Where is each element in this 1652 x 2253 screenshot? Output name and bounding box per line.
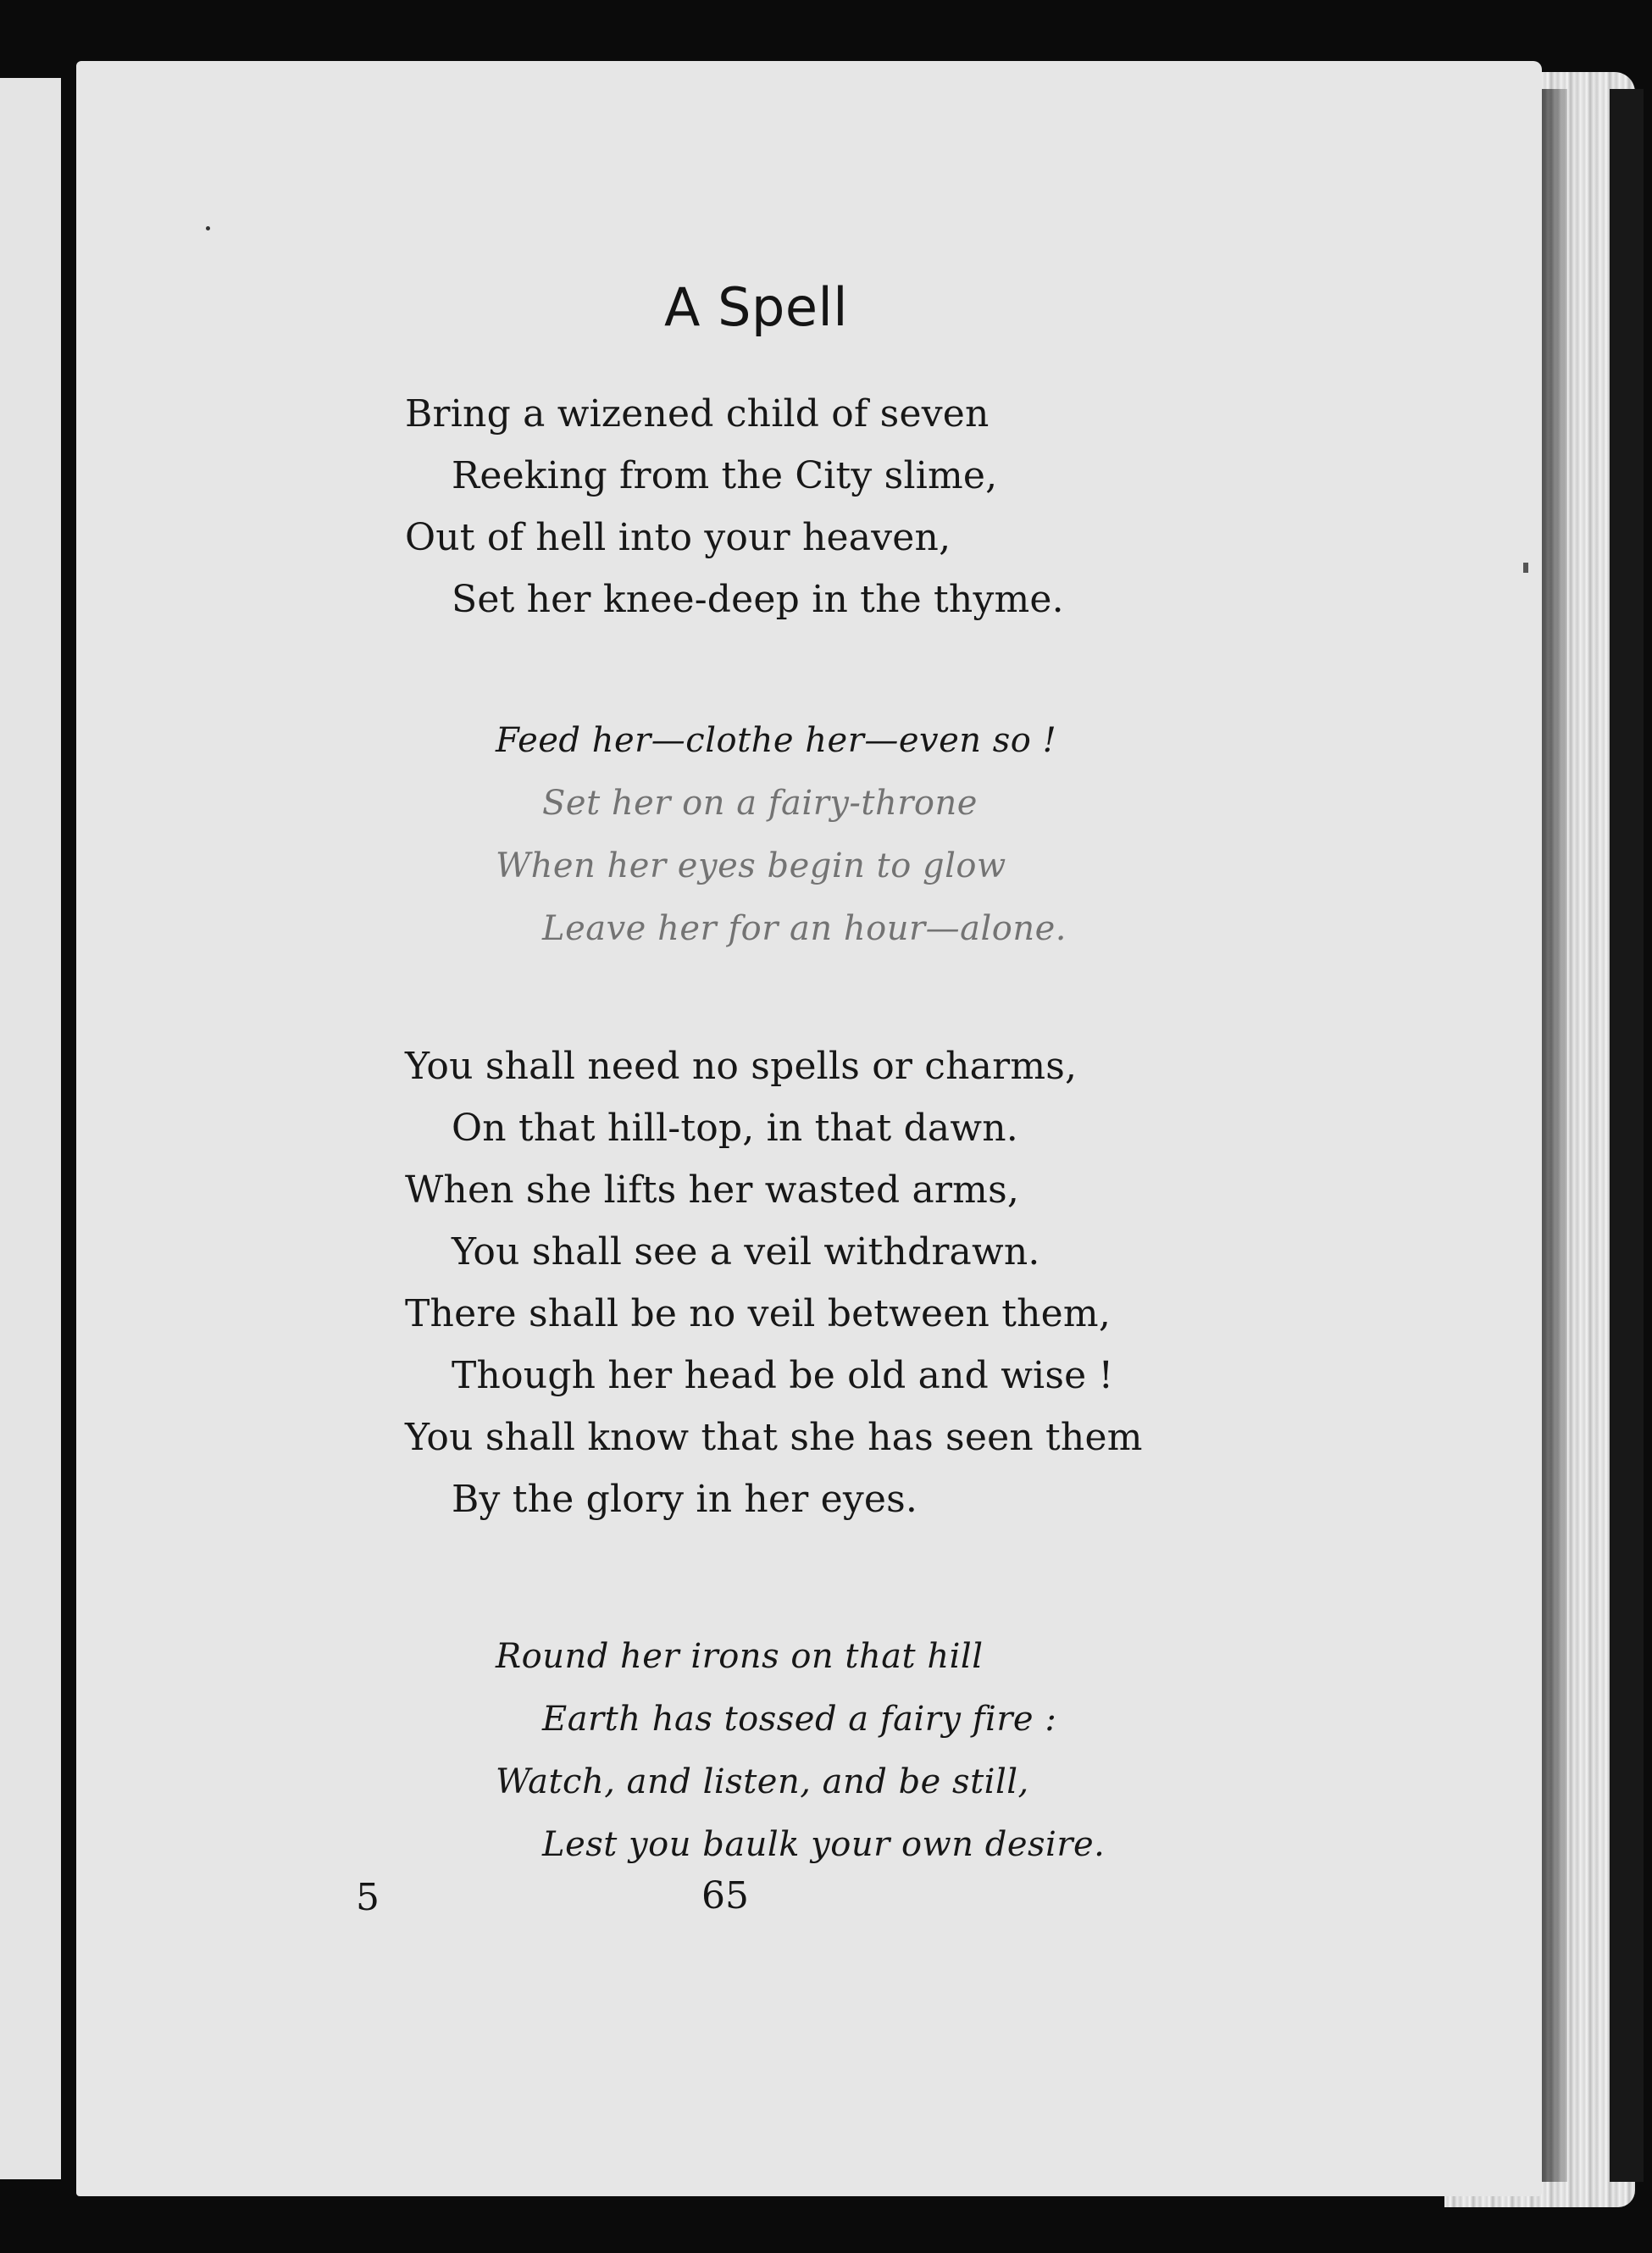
verse-line: On that hill-top, in that dawn.	[452, 1107, 1018, 1150]
dust-speck	[1523, 563, 1528, 573]
signature-mark: 5	[356, 1876, 380, 1919]
stanza-3	[405, 1035, 1143, 1530]
verse-line: Though her head be old and wise !	[452, 1354, 1114, 1397]
verse-line: By the glory in her eyes.	[452, 1478, 918, 1521]
verse-line: Lest you baulk your own desire.	[542, 1825, 1106, 1864]
stanza-4	[496, 1625, 1105, 1876]
verse-line: Leave her for an hour—alone.	[542, 909, 1067, 948]
verse-line: Reeking from the City slime,	[452, 454, 998, 497]
verse-line: Feed her—clothe her—even so !	[496, 721, 1057, 760]
verse-line: Earth has tossed a fairy fire :	[542, 1700, 1057, 1739]
stanza-1	[405, 383, 1064, 630]
verse-line: Round her irons on that hill	[496, 1637, 984, 1676]
verse-line: Out of hell into your heaven,	[405, 516, 951, 559]
verse-line: Set her on a fairy-throne	[542, 784, 978, 823]
verse-line: You shall see a veil withdrawn.	[452, 1230, 1040, 1274]
poem-title: A Spell	[664, 276, 848, 338]
stanza-2	[496, 709, 1067, 960]
verse-line: You shall know that she has seen them	[405, 1416, 1143, 1459]
binding-edge	[1610, 89, 1644, 2182]
verse-line: There shall be no veil between them,	[405, 1292, 1111, 1335]
previous-page-edge	[0, 78, 61, 2179]
verse-line: You shall need no spells or charms,	[405, 1045, 1078, 1088]
verse-line: Watch, and listen, and be still,	[496, 1762, 1029, 1801]
verse-line: Set her knee-deep in the thyme.	[452, 578, 1064, 621]
verse-line: Bring a wizened child of seven	[405, 392, 990, 436]
page-number: 65	[701, 1874, 749, 1917]
dust-speck	[206, 226, 210, 230]
book-page	[76, 61, 1542, 2196]
verse-line: When she lifts her wasted arms,	[405, 1168, 1020, 1212]
verse-line: When her eyes begin to glow	[496, 846, 1006, 885]
